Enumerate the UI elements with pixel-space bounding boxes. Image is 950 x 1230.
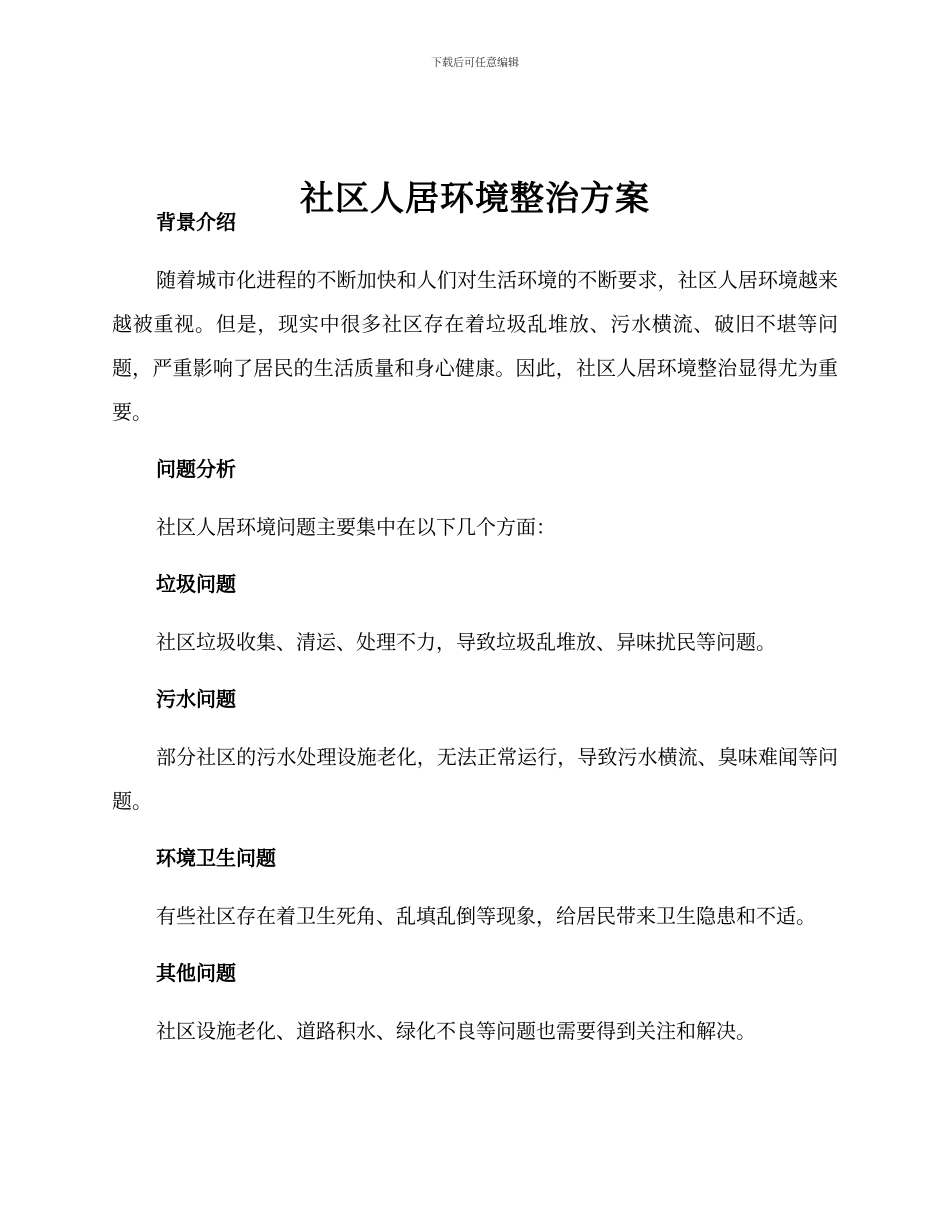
- section-heading-background: 背景介绍: [156, 210, 236, 234]
- paragraph-analysis: 社区人居环境问题主要集中在以下几个方面：: [156, 515, 556, 539]
- section-heading-garbage: 垃圾问题: [156, 572, 236, 596]
- section-heading-sewage: 污水问题: [156, 687, 236, 711]
- paragraph-garbage: 社区垃圾收集、清运、处理不力，导致垃圾乱堆放、异味扰民等问题。: [156, 630, 776, 654]
- section-heading-sanitation: 环境卫生问题: [156, 846, 276, 870]
- header-note: 下载后可任意编辑: [431, 56, 519, 69]
- paragraph-sewage: 部分社区的污水处理设施老化，无法正常运行，导致污水横流、臭味难闻等问题。: [112, 745, 838, 813]
- section-heading-other: 其他问题: [156, 961, 236, 985]
- paragraph-sanitation: 有些社区存在着卫生死角、乱填乱倒等现象，给居民带来卫生隐患和不适。: [156, 904, 816, 928]
- section-heading-analysis: 问题分析: [156, 457, 236, 481]
- paragraph-background: 随着城市化进程的不断加快和人们对生活环境的不断要求，社区人居环境越来越被重视。但是，现实中很多社区存在着垃圾乱堆放、污水横流、破旧不堪等问题，严重影响了居民的生活质量和身心健康。因此，社区人居环境整治显得尤为重要。: [112, 268, 838, 424]
- document-body: [112, 200, 838, 1053]
- paragraph-other: 社区设施老化、道路积水、绿化不良等问题也需要得到关注和解决。: [156, 1019, 756, 1043]
- document-title: 社区人居环境整治方案: [300, 178, 650, 219]
